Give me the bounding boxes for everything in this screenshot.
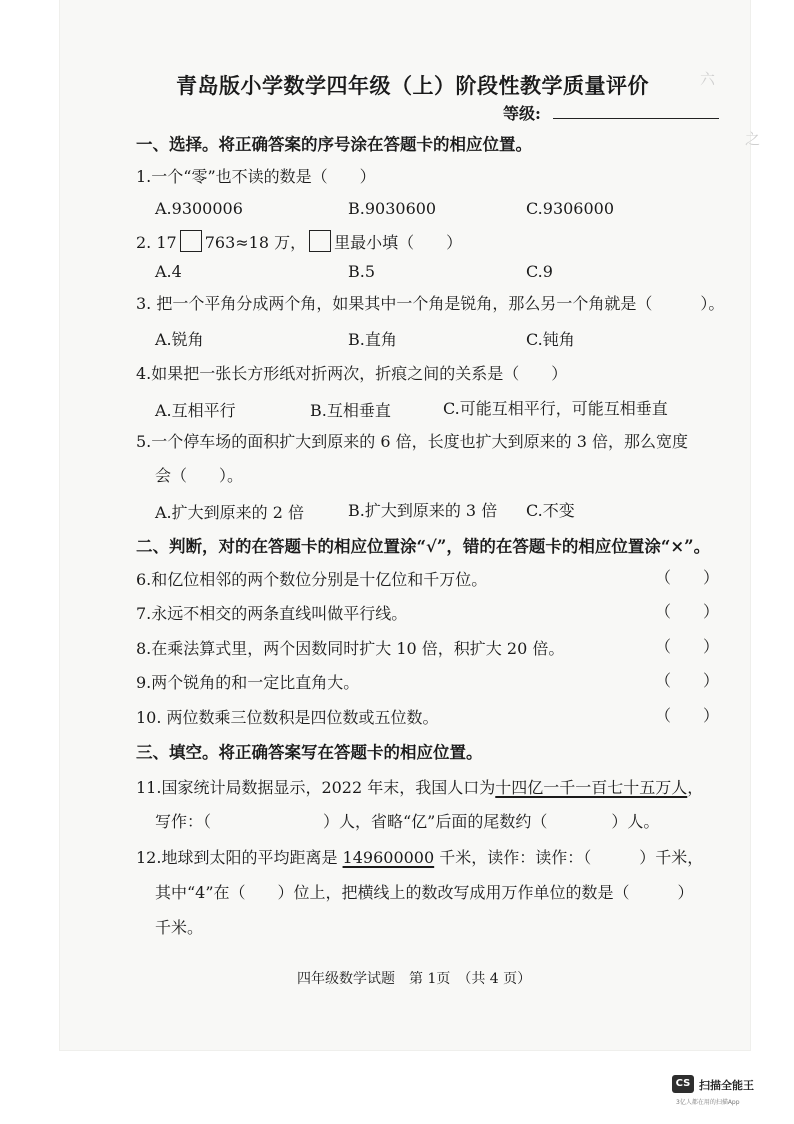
question-11 [136,775,703,798]
judge-item: 9.两个锐角的和一定比直角大。 [136,673,360,692]
question-1: 1.一个“零”也不读的数是（ ） [136,167,376,186]
q1-option-a: A.9300006 [155,199,243,218]
bleed-through-mark: 六 [700,70,716,88]
judge-item: 8.在乘法算式里，两个因数同时扩大 10 倍，积扩大 20 倍。 [136,639,565,658]
q3-option-c: C.钝角 [526,330,575,349]
judge-answer-paren: （ ） [655,671,720,690]
q12-text: 12.地球到太阳的平均距离是 [136,848,343,867]
grade-answer-line [553,118,719,119]
question-5: 5.一个停车场的面积扩大到原来的 6 倍，长度也扩大到原来的 3 倍，那么宽度 [136,432,688,451]
q2-digit-box [180,230,202,252]
judge-item: 6.和亿位相邻的两个数位分别是十亿位和千万位。 [136,570,488,589]
q2-stem-ask: 里最小填（ ） [334,233,463,252]
question-12-cont2: 千米。 [155,918,204,937]
section-heading-judge: 二、判断，对的在答题卡的相应位置涂“√”，错的在答题卡的相应位置涂“×”。 [136,537,711,556]
q4-option-a: A.互相平行 [155,401,236,420]
grade-label: 等级: [503,104,541,123]
question-3: 3. 把一个平角分成两个角，如果其中一个角是锐角，那么另一个角就是（ ）。 [136,294,725,313]
page-footer: 四年级数学试题 第 1页 （共 4 页） [297,971,532,987]
q2-stem-approx: 763≈18 万， [204,233,307,252]
question-11-cont: 写作：（ ）人，省略“亿”后面的尾数约（ ）人。 [155,812,660,831]
q12-text-rest: 千米，读作：读作：（ ）千米， [434,848,704,867]
q5-option-a: A.扩大到原来的 2 倍 [155,503,304,522]
q11-punct: ， [687,778,704,797]
judge-answer-paren: （ ） [655,602,720,621]
exam-title: 青岛版小学数学四年级（上）阶段性教学质量评价 [176,73,649,98]
judge-item: 10. 两位数乘三位数积是四位数或五位数。 [136,708,439,727]
q5-option-c: C.不变 [526,501,575,520]
judge-answer-paren: （ ） [655,706,720,725]
section-heading-fill: 三、填空。将正确答案写在答题卡的相应位置。 [136,743,483,762]
q3-option-a: A.锐角 [155,330,204,349]
question-12-cont: 其中“4”在（ ）位上，把横线上的数改写成用万作单位的数是（ ） [155,883,694,902]
judge-answer-paren: （ ） [655,637,720,656]
q2-digit-box [309,230,331,252]
q11-text: 11.国家统计局数据显示，2022 年末，我国人口为 [136,778,496,797]
scanner-tagline: 3亿人都在用的扫描App [676,1099,740,1106]
q2-stem-number: 2. 17 [136,233,177,252]
q1-option-b: B.9030600 [348,199,437,218]
bleed-through-mark: 之 [745,130,761,148]
camscanner-logo-icon: CS [672,1075,694,1093]
judge-answer-paren: （ ） [655,568,720,587]
question-5-cont: 会（ ）。 [155,466,244,485]
q1-option-c: C.9306000 [526,199,615,218]
q2-option-c: C.9 [526,262,553,281]
q4-option-b: B.互相垂直 [310,401,391,420]
question-2 [136,230,462,253]
q12-underlined-number: 149600000 [342,848,435,867]
scanner-brand: 扫描全能王 [699,1079,754,1092]
q5-option-b: B.扩大到原来的 3 倍 [348,501,498,520]
q2-option-b: B.5 [348,262,376,281]
judge-item: 7.永远不相交的两条直线叫做平行线。 [136,604,408,623]
q2-option-a: A.4 [155,262,182,281]
question-12 [136,845,703,868]
question-4: 4.如果把一张长方形纸对折两次，折痕之间的关系是（ ） [136,364,568,383]
q3-option-b: B.直角 [348,330,397,349]
section-heading-choice: 一、选择。将正确答案的序号涂在答题卡的相应位置。 [136,135,532,154]
q11-underlined-population: 十四亿一千一百七十五万人 [495,778,688,797]
q4-option-c: C.可能互相平行，可能互相垂直 [443,399,668,418]
